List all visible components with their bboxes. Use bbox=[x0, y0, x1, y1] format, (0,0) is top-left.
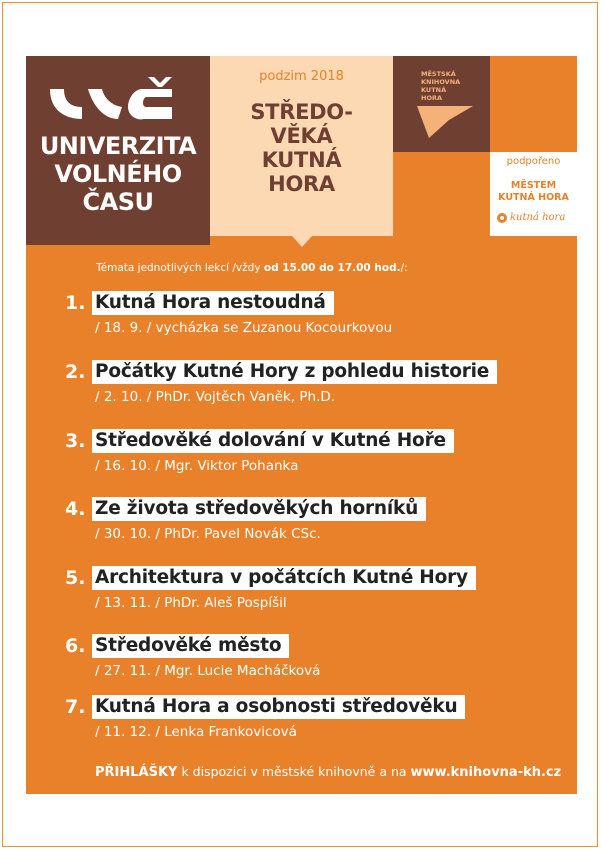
sponsor-name-line: MĚSTEM bbox=[510, 180, 557, 191]
lesson-number: 4. bbox=[65, 498, 86, 520]
lesson-detail: / Mgr. Viktor Pohanka bbox=[155, 458, 299, 474]
course-pointer bbox=[292, 236, 312, 247]
lesson-number: 1. bbox=[65, 292, 86, 314]
lesson-number: 2. bbox=[65, 361, 86, 383]
lesson-title: Architektura v počátcích Kutné Hory bbox=[92, 566, 476, 590]
lesson-date: / 27. 11. bbox=[95, 663, 152, 679]
intro-text: Témata jednotlivých lekcí /vždy bbox=[96, 262, 261, 274]
city-logo-icon bbox=[497, 213, 507, 223]
uvc-title-line: UNIVERZITA bbox=[39, 132, 197, 160]
uvc-title bbox=[26, 132, 210, 216]
course-title-line: HORA bbox=[268, 172, 335, 196]
uvc-title-line: ČASU bbox=[82, 188, 154, 216]
lesson-info bbox=[95, 595, 287, 611]
course-title-line: STŘEDO- bbox=[250, 100, 353, 124]
intro-suffix: /: bbox=[400, 262, 408, 274]
lesson-info bbox=[95, 526, 321, 542]
lesson-title: Středověké dolování v Kutné Hoře bbox=[92, 429, 454, 453]
lesson-date: / 30. 10. bbox=[95, 526, 152, 542]
lesson-number: 7. bbox=[65, 696, 86, 718]
lesson-number: 6. bbox=[65, 635, 86, 657]
lesson-date: / 16. 10. bbox=[95, 458, 152, 474]
lesson-detail: / PhDr. Vojtěch Vaněk, Ph.D. bbox=[146, 389, 336, 405]
course-title-line: KUTNÁ bbox=[261, 148, 342, 172]
lesson-info bbox=[95, 724, 297, 740]
sponsor-label: podpořeno bbox=[506, 156, 561, 167]
lesson-info bbox=[95, 320, 392, 336]
lesson-detail: / Mgr. Lucie Macháčková bbox=[155, 663, 321, 679]
lesson-title: Kutná Hora nestoudná bbox=[92, 291, 334, 315]
sponsor-name bbox=[490, 180, 577, 204]
lesson-detail: / PhDr. Aleš Pospíšil bbox=[155, 595, 287, 611]
library-website-link[interactable]: www.knihovna-kh.cz bbox=[410, 765, 562, 780]
lesson-date: / 18. 9. bbox=[95, 320, 143, 336]
city-logo bbox=[497, 212, 565, 223]
season-label: podzim 2018 bbox=[259, 69, 344, 84]
uvc-title-line: VOLNÉHO bbox=[54, 160, 182, 188]
lesson-date: / 11. 12. bbox=[95, 724, 152, 740]
library-name-line: MĚSTSKÁ bbox=[421, 70, 456, 78]
lesson-info bbox=[95, 663, 320, 679]
uvc-logo bbox=[46, 75, 188, 127]
registration-label: PŘIHLÁŠKY bbox=[95, 765, 178, 780]
library-name-line: HORA bbox=[421, 94, 443, 102]
registration-text: k dispozici v městské knihovně a na bbox=[181, 764, 407, 779]
lesson-detail: / vycházka se Zuzanou Kocourkovou bbox=[146, 320, 393, 336]
lesson-title: Ze života středověkých horníků bbox=[92, 497, 426, 521]
lesson-detail: / Lenka Frankovicová bbox=[155, 724, 297, 740]
lesson-title: Počátky Kutné Hory z pohledu historie bbox=[92, 360, 497, 384]
lesson-date: / 2. 10. bbox=[95, 389, 143, 405]
intro-time: od 15.00 do 17.00 hod. bbox=[263, 262, 401, 274]
library-name-line: KNIHOVNA bbox=[421, 78, 461, 86]
lesson-info bbox=[95, 458, 298, 474]
lesson-number: 3. bbox=[65, 430, 86, 452]
intro-line bbox=[96, 262, 408, 274]
library-name-line: KUTNÁ bbox=[421, 86, 447, 94]
registration-note bbox=[95, 764, 561, 780]
lesson-detail: / PhDr. Pavel Novák CSc. bbox=[155, 526, 321, 542]
city-logo-text: kutná hora bbox=[510, 212, 566, 223]
sponsor-name-line: KUTNÁ HORA bbox=[498, 192, 569, 203]
lesson-date: / 13. 11. bbox=[95, 595, 152, 611]
lesson-number: 5. bbox=[65, 567, 86, 589]
lesson-title: Středověké město bbox=[92, 634, 289, 658]
lesson-title: Kutná Hora a osobnosti středověku bbox=[92, 695, 465, 719]
lesson-info bbox=[95, 389, 335, 405]
course-title-line: VĚKÁ bbox=[270, 124, 333, 148]
library-name bbox=[421, 70, 481, 102]
course-title bbox=[210, 100, 393, 196]
